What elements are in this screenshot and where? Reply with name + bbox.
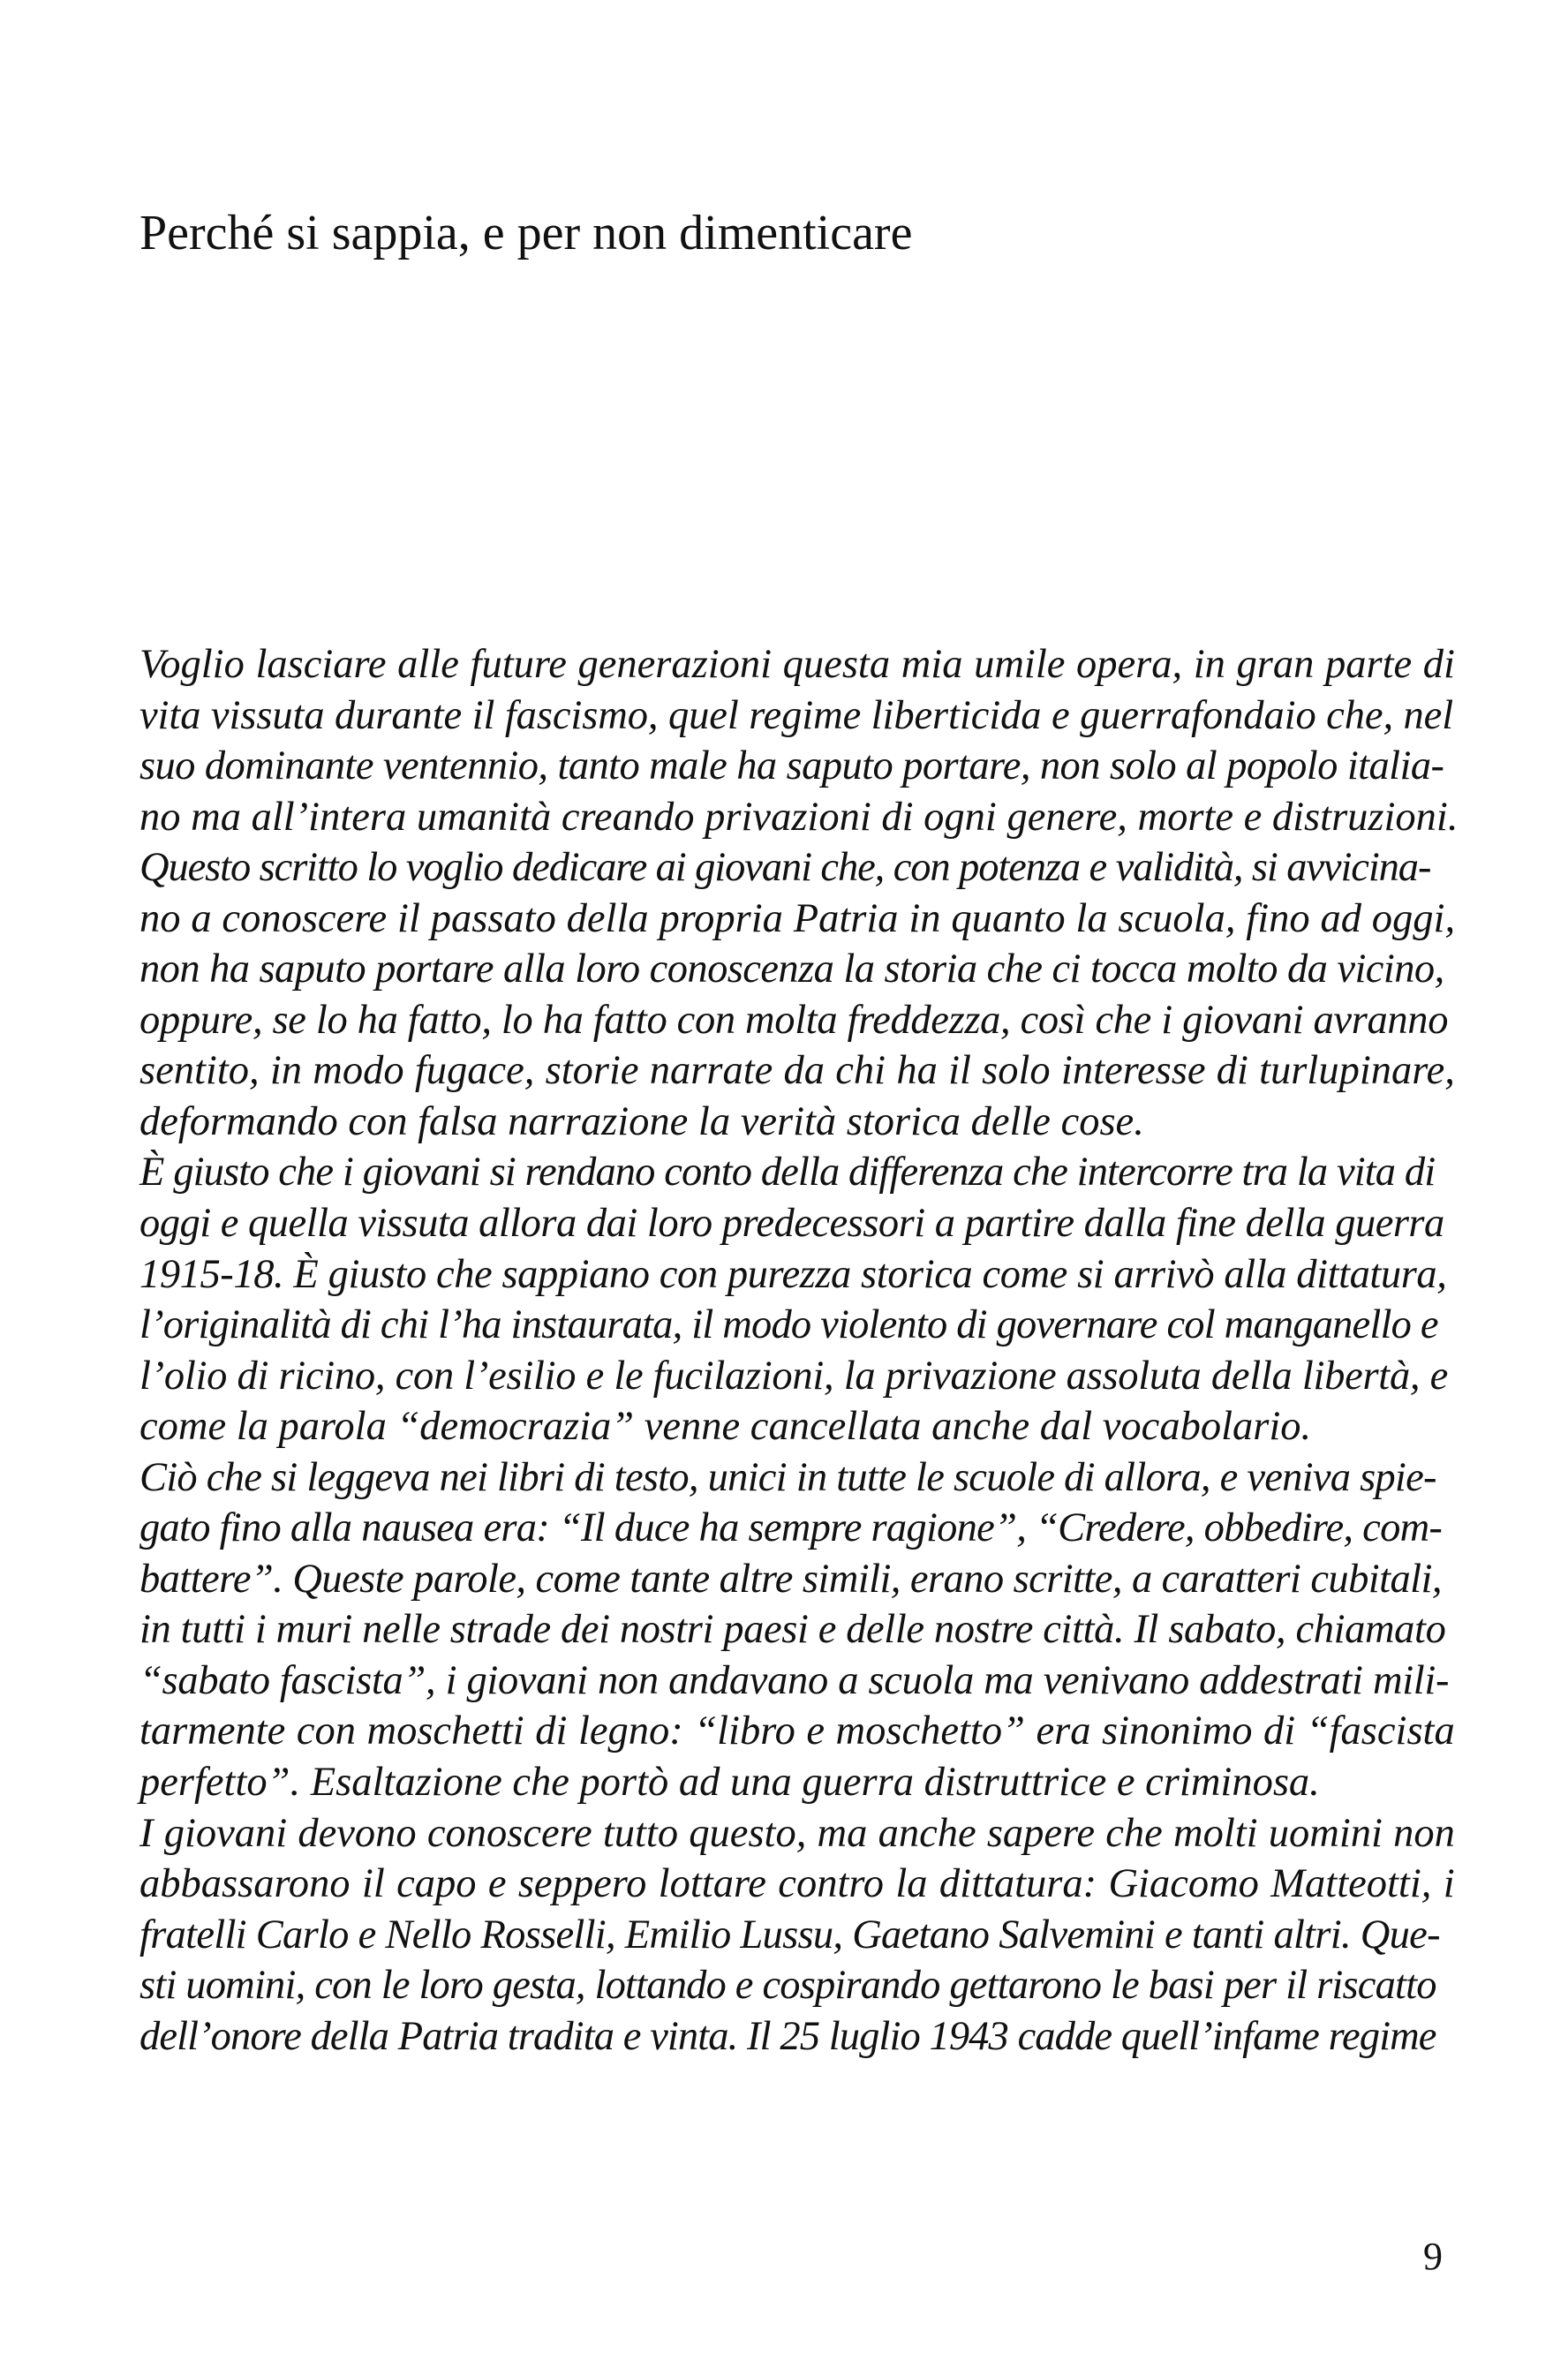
text-line: Voglio lasciare alle future generazioni questa mia umile opera, in gran parte di xyxy=(139,642,1455,687)
text-line: 1915-18. È giusto che sappiano con purezza storica come si arrivò alla dittatura, xyxy=(139,1251,1447,1297)
text-line: sentito, in modo fugace, storie narrate da chi ha il solo interesse di turlupinare, xyxy=(139,1048,1455,1094)
text-line: no a conoscere il passato della propria Patria in quanto la scuola, fino ad oggi, xyxy=(139,895,1456,941)
text-line: dell’onore della Patria tradita e vinta. Il 25 luglio 1943 cadde quell’infame regime xyxy=(139,2013,1436,2059)
text-line: abbassarono il capo e seppero lottare contro la dittatura: Giacomo Matteotti, i xyxy=(139,1861,1455,1907)
text-line: oggi e quella vissuta allora dai loro predecessori a partire dalla fine della guerra xyxy=(139,1201,1444,1247)
paragraph xyxy=(139,842,1455,1147)
paragraph xyxy=(139,1147,1455,1452)
text-line: come la parola “democrazia” venne cancellata anche dal vocabolario. xyxy=(139,1404,1312,1450)
text-line: sti uomini, con le loro gesta, lottando e cospirando gettarono le basi per il riscatto xyxy=(139,1963,1436,2009)
paragraph xyxy=(139,639,1459,842)
text-line: Questo scritto lo voglio dedicare ai giovani che, con potenza e validità, si avvicina- xyxy=(139,845,1431,891)
paragraph xyxy=(139,1452,1455,1808)
text-line: deformando con falsa narrazione la verità storica delle cose. xyxy=(139,1098,1144,1144)
text-line: Ciò che si leggeva nei libri di testo, unici in tutte le scuole di allora, e veniva spie- xyxy=(139,1454,1436,1500)
text-line: perfetto”. Esaltazione che portò ad una guerra distruttrice e criminosa. xyxy=(139,1760,1320,1806)
text-line: no ma all’intera umanità creando privazioni di ogni genere, morte e distruzioni. xyxy=(139,794,1459,840)
text-line: suo dominante ventennio, tanto male ha saputo portare, non solo al popolo italia- xyxy=(139,743,1444,789)
text-line: fratelli Carlo e Nello Rosselli, Emilio Lussu, Gaetano Salvemini e tanti altri. Que- xyxy=(139,1912,1440,1957)
text-line: l’originalità di chi l’ha instaurata, il modo violento di governare col manganello e xyxy=(139,1302,1438,1348)
text-line: l’olio di ricino, con l’esilio e le fucilazioni, la privazione assoluta della libertà, e xyxy=(139,1353,1449,1399)
text-line: vita vissuta durante il fascismo, quel regime liberticida e guerrafondaio che, nel xyxy=(139,692,1454,738)
text-line: oppure, se lo ha fatto, lo ha fatto con molta freddezza, così che i giovani avranno xyxy=(139,997,1449,1043)
text-line: non ha saputo portare alla loro conoscenza la storia che ci tocca molto da vicino, xyxy=(139,947,1444,992)
text-line: I giovani devono conoscere tutto questo, ma anche sapere che molti uomini non xyxy=(139,1810,1455,1856)
chapter-title: Perché si sappia, e per non dimenticare xyxy=(139,206,913,260)
body-text xyxy=(139,639,1459,2062)
text-line: “sabato fascista”, i giovani non andavano a scuola ma venivano addestrati mili- xyxy=(139,1657,1450,1703)
text-line: gato fino alla nausea era: “Il duce ha sempre ragione”, “Credere, obbedire, com- xyxy=(139,1505,1443,1551)
page-number: 9 xyxy=(1423,2235,1443,2278)
text-line: È giusto che i giovani si rendano conto della differenza che intercorre tra la vita di xyxy=(139,1150,1436,1196)
text-line: tarmente con moschetti di legno: “libro e moschetto” era sinonimo di “fascista xyxy=(139,1708,1455,1754)
text-line: battere”. Queste parole, come tante altre simili, erano scritte, a caratteri cubitali, xyxy=(139,1556,1442,1602)
text-line: in tutti i muri nelle strade dei nostri paesi e delle nostre città. Il sabato, chiamato xyxy=(139,1607,1446,1653)
paragraph xyxy=(139,1808,1455,2063)
